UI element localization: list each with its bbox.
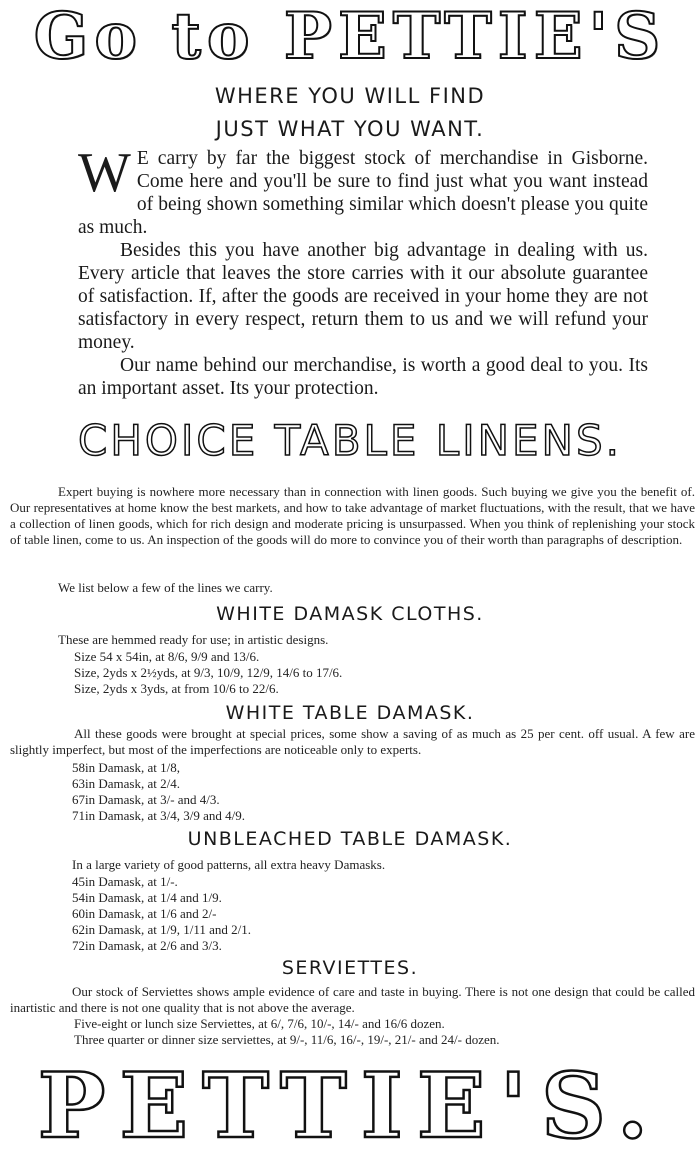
drop-cap: W — [78, 142, 131, 204]
white-damask-cloths-intro-text: These are hemmed ready for use; in artistic designs. — [58, 632, 329, 647]
headline: Go to PETTIE'S — [33, 0, 667, 74]
white-damask-cloths-intro — [58, 632, 328, 648]
section-title-unbleached-table-damask: UNBLEACHED TABLE DAMASK. — [187, 828, 513, 850]
unbleached-table-damask-intro — [72, 857, 385, 873]
white-table-damask-intro — [10, 726, 695, 758]
list-item: Size, 2yds x 3yds, at from 10/6 to 22/6. — [74, 681, 279, 696]
white-table-damask-list — [72, 760, 245, 824]
section-title-white-table-damask: WHITE TABLE DAMASK. — [225, 702, 475, 724]
section-title-serviettes: SERVIETTES. — [281, 957, 419, 979]
subhead-1: WHERE YOU WILL FIND — [214, 84, 486, 108]
unbleached-table-damask-list — [72, 874, 251, 954]
list-item: Three quarter or dinner size serviettes, at 9/-, 11/6, 16/-, 19/-, 21/- and 24/- dozen. — [74, 1032, 500, 1047]
list-item: 45in Damask, at 1/-. — [72, 874, 178, 889]
serviettes-list — [74, 1016, 500, 1048]
list-item: 63in Damask, at 2/4. — [72, 776, 180, 791]
intro-paragraph-1 — [78, 142, 648, 239]
list-item: Five-eight or lunch size Serviettes, at 6/, 7/6, 10/-, 14/- and 16/6 dozen. — [74, 1016, 445, 1031]
footer-logo: PETTIE'S. — [37, 1053, 663, 1159]
section-title-white-damask-cloths: WHITE DAMASK CLOTHS. — [216, 603, 484, 625]
main-heading: CHOICE TABLE LINENS. — [78, 416, 622, 465]
white-table-damask-intro-text: All these goods were brought at special prices, some show a saving of as much as 25 per cent. off usual. A few are slightly imperfect, but most of the imperfections are noticeable only to experts. — [10, 726, 695, 757]
list-item: 62in Damask, at 1/9, 1/11 and 2/1. — [72, 922, 251, 937]
serviettes-intro-text: Our stock of Serviettes shows ample evidence of care and taste in buying. There is not one design that could be called inartistic and there is not one quality that is not above the average. — [10, 984, 695, 1015]
list-item: 67in Damask, at 3/- and 4/3. — [72, 792, 220, 807]
linens-intro — [10, 484, 695, 548]
white-damask-cloths-list — [74, 649, 342, 697]
intro-copy — [78, 142, 648, 400]
intro-paragraph-3: Our name behind our merchandise, is worth a good deal to you. Its an important asset. Its your protection. — [78, 355, 648, 399]
list-item: 58in Damask, at 1/8, — [72, 760, 180, 775]
list-item: Size 54 x 54in, at 8/6, 9/9 and 13/6. — [74, 649, 260, 664]
list-item: 54in Damask, at 1/4 and 1/9. — [72, 890, 222, 905]
serviettes-intro — [10, 984, 695, 1016]
list-item: 71in Damask, at 3/4, 3/9 and 4/9. — [72, 808, 245, 823]
intro-paragraph-2: Besides this you have another big advantage in dealing with us. Every article that leaves the store carries with it our absolute guarantee of satisfaction. If, after the goods are received in your home they are not satisfactory in every respect, return them to us and we will refund your money. — [78, 240, 648, 353]
linens-intro-text: Expert buying is nowhere more necessary than in connection with linen goods. Such buying we give you the benefit of. Our representatives at home know the best markets, and how to take advantage of market fluctuations, with the result, that we have a collection of linen goods, which for rich design and moderate pricing is unsurpassed. When you think of replenishing your stock of table linen, come to us. An inspection of the goods will do more to convince you of their worth than paragraphs of description. — [10, 484, 695, 547]
subhead-2: JUST WHAT YOU WANT. — [215, 117, 485, 141]
list-note: We list below a few of the lines we carry. — [58, 580, 273, 595]
list-item: 72in Damask, at 2/6 and 3/3. — [72, 938, 222, 953]
intro-paragraph-1-text: E carry by far the biggest stock of merchandise in Gisborne. Come here and you'll be sure to find just what you want instead of being shown something similar which doesn't please you quite as much. — [78, 148, 648, 238]
list-item: 60in Damask, at 1/6 and 2/- — [72, 906, 217, 921]
unbleached-table-damask-intro-text: In a large variety of good patterns, all extra heavy Damasks. — [72, 857, 386, 872]
list-item: Size, 2yds x 2½yds, at 9/3, 10/9, 12/9, 14/6 to 17/6. — [74, 665, 343, 680]
